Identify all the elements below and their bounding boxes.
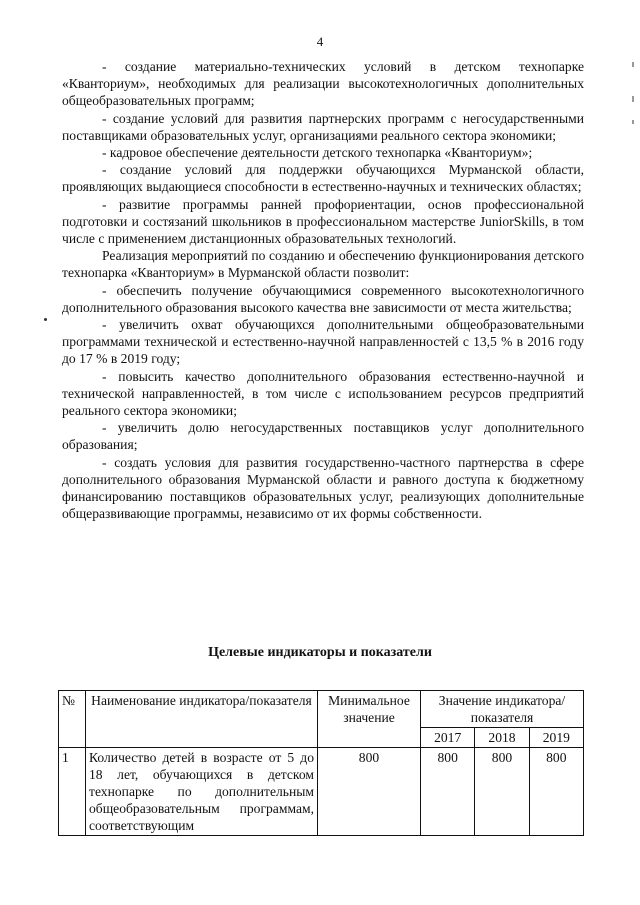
- row-value: 800: [475, 748, 529, 836]
- header-name: Наименование индикатора/показателя: [86, 691, 318, 748]
- page-number: 4: [316, 34, 324, 49]
- header-num: №: [59, 691, 86, 748]
- table-header-row: [59, 691, 584, 728]
- paragraph: - обеспечить получение обучающимися современного высокотехнологичного дополнительного образования высокого качества вне зависимости от места жительства;: [62, 282, 584, 315]
- header-year: 2017: [421, 728, 475, 748]
- table-row: [59, 748, 584, 836]
- paragraph: - создание условий для поддержки обучающихся Мурманской области, проявляющих выдающиеся способности в естественно-научных и технических областях;: [62, 162, 584, 195]
- row-min: 800: [318, 748, 421, 836]
- scan-edge-mark: [632, 120, 634, 124]
- paragraph: - создание условий для развития партнерских программ с негосударственными поставщиками образовательных услуг, организациями реального сектора экономики;: [62, 110, 584, 143]
- paragraph: - увеличить долю негосударственных поставщиков услуг дополнительного образования;: [62, 420, 584, 453]
- header-value: Значение индикатора/показателя: [421, 691, 584, 728]
- row-value: 800: [529, 748, 583, 836]
- paragraph: - кадровое обеспечение деятельности детского технопарка «Кванториум»;: [102, 145, 533, 161]
- header-year: 2018: [475, 728, 529, 748]
- scan-edge-mark: [632, 96, 634, 102]
- indicators-table: [58, 690, 584, 836]
- paragraph: - повысить качество дополнительного образования естественно-научной и технической направленностей, в том числе с использованием ресурсов предприятий реального сектора экономики;: [62, 368, 584, 419]
- paragraph: - создать условия для развития государственно-частного партнерства в сфере дополнительного образования Мурманской области и равного доступа к бюджетному финансированию поставщиков образовательных услуг, реализующих дополнительные общеразвивающие программы, независимо от их формы собственности.: [62, 454, 584, 522]
- paragraph: - создание материально-технических условий в детском технопарке «Кванториум», необходимых для реализации высокотехнологичных дополнительных общеобразовательных программ;: [62, 59, 584, 109]
- section-title: Целевые индикаторы и показатели: [208, 645, 432, 660]
- row-num: 1: [59, 748, 86, 836]
- paragraph: Реализация мероприятий по созданию и обеспечению функционирования детского технопарка «Кванториум» в Мурманской области позволит:: [62, 248, 584, 281]
- header-min: Минимальное значение: [318, 691, 421, 748]
- document-body: [62, 58, 584, 522]
- paragraph: - увеличить охват обучающихся дополнительными общеобразовательными программами технической и естественно-научной направленностей с 13,5 % в 2016 году до 17 % в 2019 году;: [62, 317, 584, 367]
- paragraph: - развитие программы ранней профориентации, основ профессиональной подготовки и состязаний школьников в профессиональном мастерстве JuniorSkills, в том числе с применением дистанционных образовательных технологий.: [62, 196, 584, 247]
- row-value: 800: [421, 748, 475, 836]
- header-year: 2019: [529, 728, 583, 748]
- scan-edge-mark: [632, 62, 634, 67]
- row-name: Количество детей в возрасте от 5 до 18 лет, обучающихся в детском технопарке по дополнительным общеобразовательным программам, соответствующим: [86, 748, 318, 836]
- scan-speck: [44, 318, 47, 321]
